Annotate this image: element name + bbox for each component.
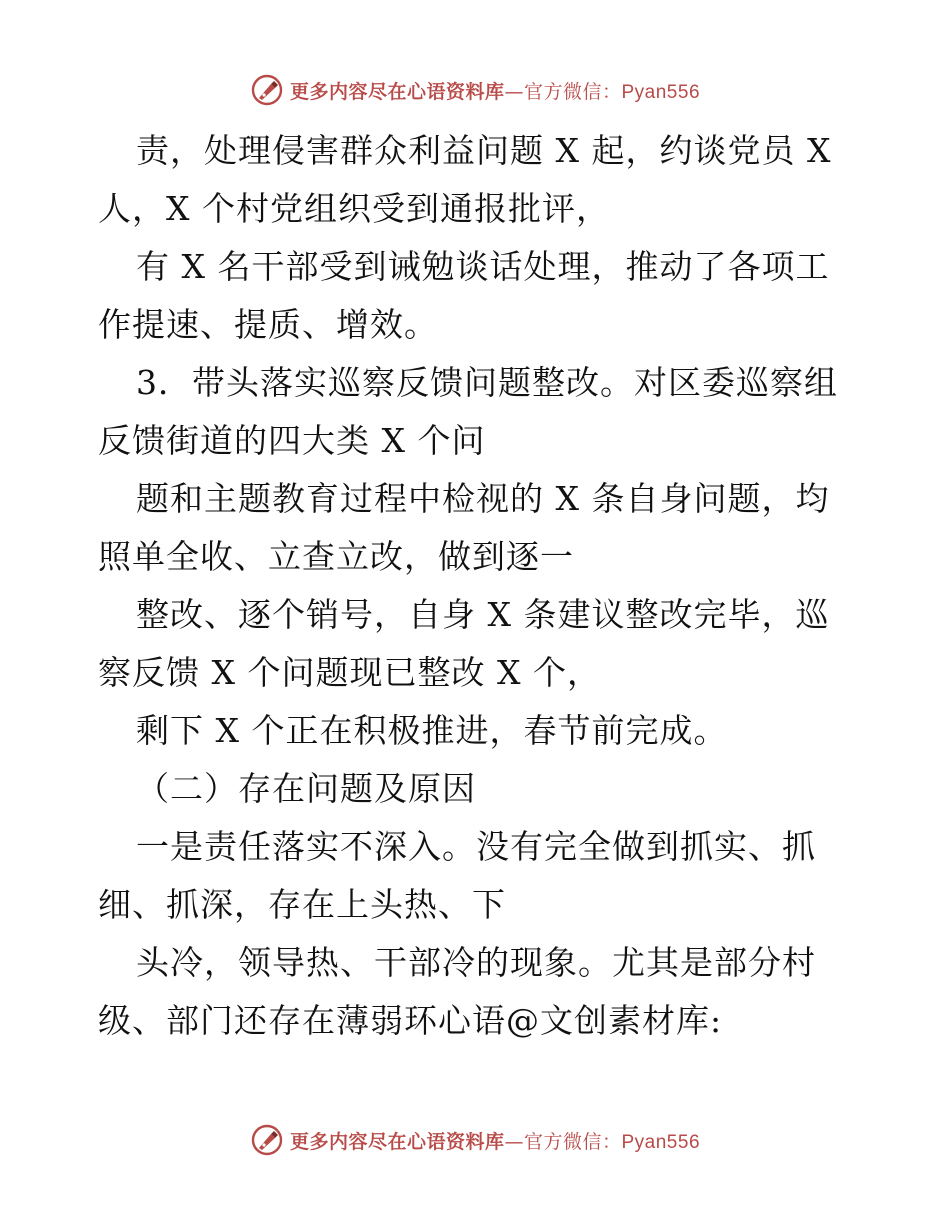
pen-nib-logo-icon (250, 73, 284, 107)
body-line-10: 察反馈 X 个问题现已整改 X 个， (98, 653, 601, 692)
body-line-1: 责，处理侵害群众利益问题 X 起，约谈党员 X (136, 131, 832, 170)
body-line-11: 剩下 X 个正在积极推进，春节前完成。 (136, 711, 728, 750)
header-banner-label: 官方微信： (523, 80, 622, 103)
body-line-14: 细、抓深，存在上头热、下 (98, 885, 506, 924)
header-banner-main: 更多内容尽在心语资料库 (289, 80, 505, 103)
pen-nib-logo-icon (250, 1123, 284, 1157)
body-line-4: 作提速、提质、增效。 (98, 305, 438, 344)
footer-banner-text (290, 1127, 700, 1154)
header-banner-id: Pyan556 (621, 81, 701, 103)
footer-watermark-banner (0, 1120, 950, 1160)
body-line-6: 反馈街道的四大类 X 个问 (98, 421, 486, 460)
body-line-7: 题和主题教育过程中检视的 X 条自身问题，均 (136, 479, 830, 518)
body-line-9: 整改、逐个销号，自身 X 条建议整改完毕，巡 (136, 595, 830, 634)
header-watermark-banner (0, 70, 950, 110)
header-banner-text (290, 77, 700, 104)
body-line-13: 一是责任落实不深入。没有完全做到抓实、抓 (136, 827, 816, 866)
document-body (98, 122, 868, 1050)
body-line-5: 3．带头落实巡察反馈问题整改。对区委巡察组 (136, 363, 838, 402)
body-line-15: 头冷，领导热、干部冷的现象。尤其是部分村 (136, 943, 816, 982)
footer-banner-main: 更多内容尽在心语资料库 (289, 1130, 505, 1153)
body-line-8: 照单全收、立查立改，做到逐一 (98, 537, 574, 576)
footer-banner-id: Pyan556 (621, 1131, 701, 1153)
body-line-3: 有 X 名干部受到诫勉谈话处理，推动了各项工 (136, 247, 830, 286)
footer-banner-dash: — (504, 1130, 524, 1153)
header-banner-dash: — (504, 80, 524, 103)
section-heading: （二）存在问题及原因 (136, 769, 476, 808)
body-line-16: 级、部门还存在薄弱环心语@文创素材库: (98, 1001, 723, 1040)
body-line-2: 人，X 个村党组织受到通报批评， (98, 189, 610, 228)
footer-banner-label: 官方微信： (523, 1130, 622, 1153)
